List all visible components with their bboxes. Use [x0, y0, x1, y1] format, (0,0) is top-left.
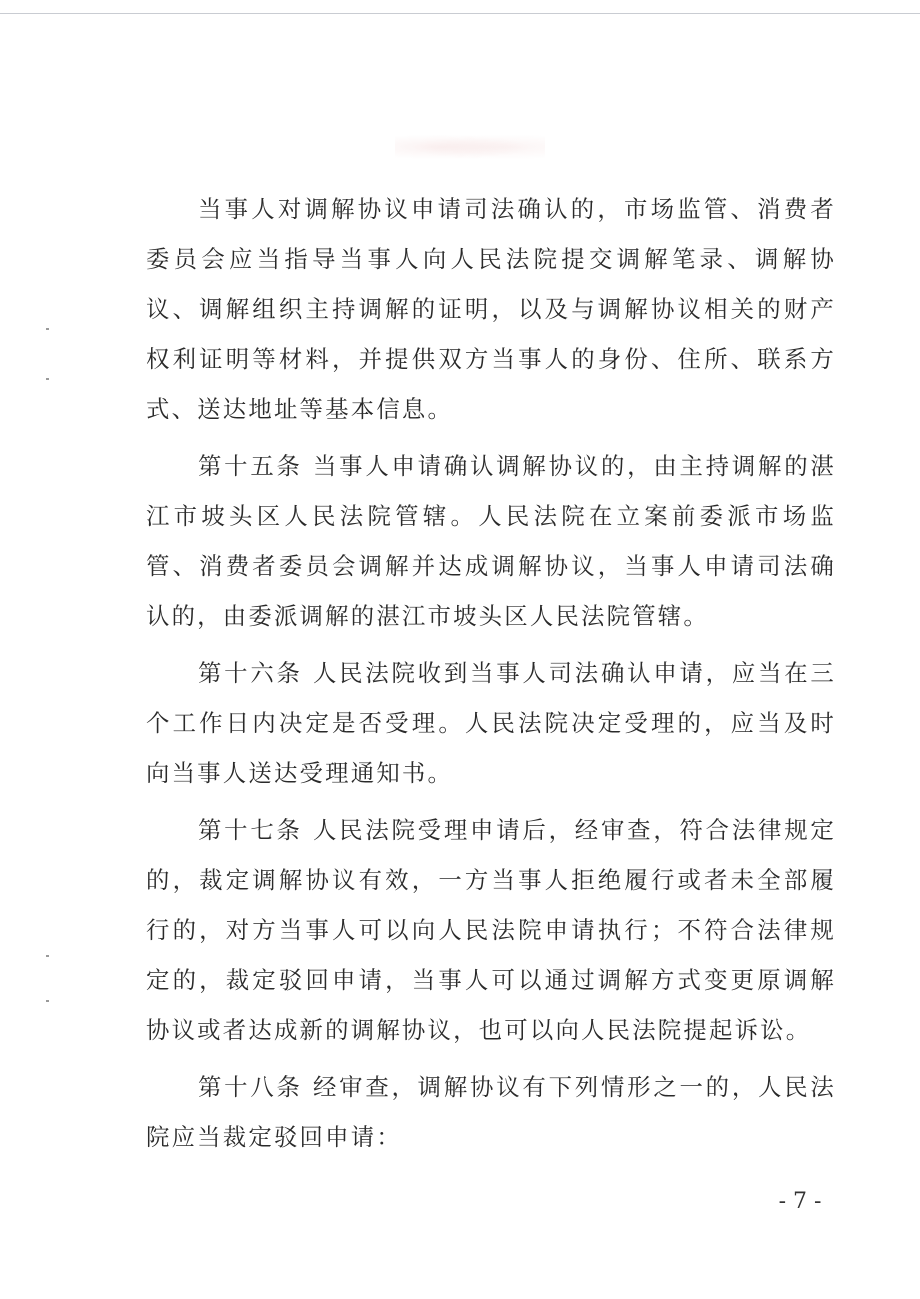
scan-top-edge	[0, 13, 920, 14]
paragraph-article-15: 第十五条 当事人申请确认调解协议的，由主持调解的湛江市坡头区人民法院管辖。人民法院在立案前委派市场监管、消费者委员会调解并达成调解协议，当事人申请司法确认的，由委派调解的湛江市坡头区人民法院管辖。	[146, 452, 836, 630]
page-number: - 7 -	[778, 1189, 822, 1214]
scan-speck	[46, 378, 49, 380]
faint-stamp-mark	[395, 132, 545, 162]
paragraph-article-16: 第十六条 人民法院收到当事人司法确认申请，应当在三个工作日内决定是否受理。人民法院决定受理的，应当及时向当事人送达受理通知书。	[146, 659, 836, 787]
paragraph-article-18: 第十八条 经审查，调解协议有下列情形之一的，人民法院应当裁定驳回申请：	[146, 1073, 836, 1151]
document-body	[146, 184, 836, 1169]
paragraph-article-17: 第十七条 人民法院受理申请后，经审查，符合法律规定的，裁定调解协议有效，一方当事人拒绝履行或者未全部履行的，对方当事人可以向人民法院申请执行；不符合法律规定的，裁定驳回申请，当事人可以通过调解方式变更原调解协议或者达成新的调解协议，也可以向人民法院提起诉讼。	[146, 816, 836, 1044]
scan-speck	[46, 328, 49, 330]
paragraph-confirmation-materials: 当事人对调解协议申请司法确认的，市场监管、消费者委员会应当指导当事人向人民法院提交调解笔录、调解协议、调解组织主持调解的证明，以及与调解协议相关的财产权利证明等材料，并提供双方当事人的身份、住所、联系方式、送达地址等基本信息。	[146, 195, 836, 423]
scan-speck	[46, 955, 49, 957]
scan-speck	[46, 1000, 49, 1002]
